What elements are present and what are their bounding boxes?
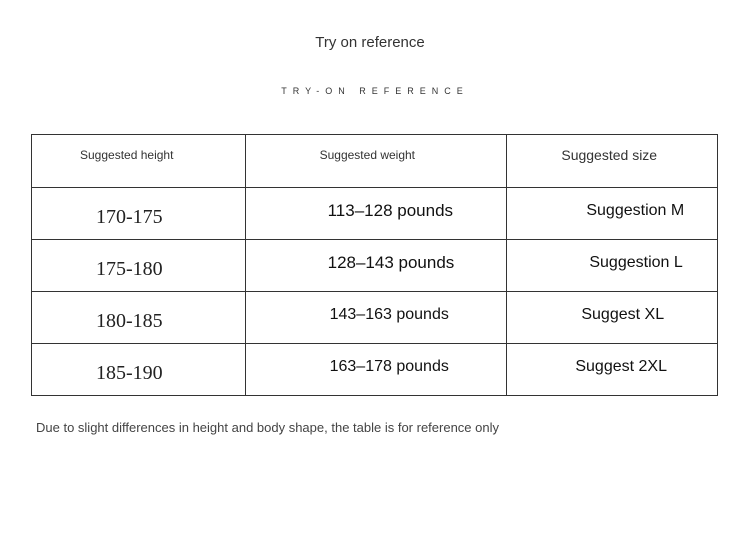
size-cell (507, 240, 718, 292)
page-title: Try on reference (315, 34, 425, 51)
height-cell (32, 188, 246, 240)
table-row (32, 188, 718, 240)
header-suggested-height (32, 135, 246, 188)
weight-cell (245, 344, 507, 396)
header-suggested-size (507, 135, 718, 188)
weight-cell (245, 292, 507, 344)
table-row (32, 240, 718, 292)
size-cell (507, 292, 718, 344)
weight-value: 163–178 pounds (329, 357, 449, 375)
weight-cell (245, 240, 507, 292)
weight-value: 113–128 pounds (327, 200, 454, 220)
disclaimer-note: Due to slight differences in height and body shape, the table is for reference only (36, 420, 499, 435)
header-label: Suggested size (561, 147, 658, 163)
header-label: Suggested height (80, 148, 174, 162)
height-cell (32, 292, 246, 344)
size-value: Suggestion L (589, 253, 683, 271)
size-value: Suggest XL (581, 305, 665, 323)
size-cell (507, 188, 718, 240)
page-subtitle: TRY-ON REFERENCE (281, 86, 469, 96)
height-cell (32, 240, 246, 292)
size-value: Suggestion M (586, 201, 685, 219)
height-cell (32, 344, 246, 396)
size-value: Suggest 2XL (575, 357, 667, 375)
weight-value: 128–143 pounds (327, 252, 455, 272)
table-row (32, 292, 718, 344)
weight-cell (245, 188, 507, 240)
size-cell (507, 344, 718, 396)
table-header-row (32, 135, 718, 188)
size-reference-table (31, 134, 718, 396)
height-value: 180-185 (96, 310, 163, 332)
table-row (32, 344, 718, 396)
header-label: Suggested weight (319, 148, 416, 162)
height-value: 170-175 (96, 206, 163, 228)
weight-value: 143–163 pounds (329, 305, 449, 323)
height-value: 185-190 (96, 362, 163, 384)
header-suggested-weight (245, 135, 507, 188)
height-value: 175-180 (96, 258, 163, 280)
